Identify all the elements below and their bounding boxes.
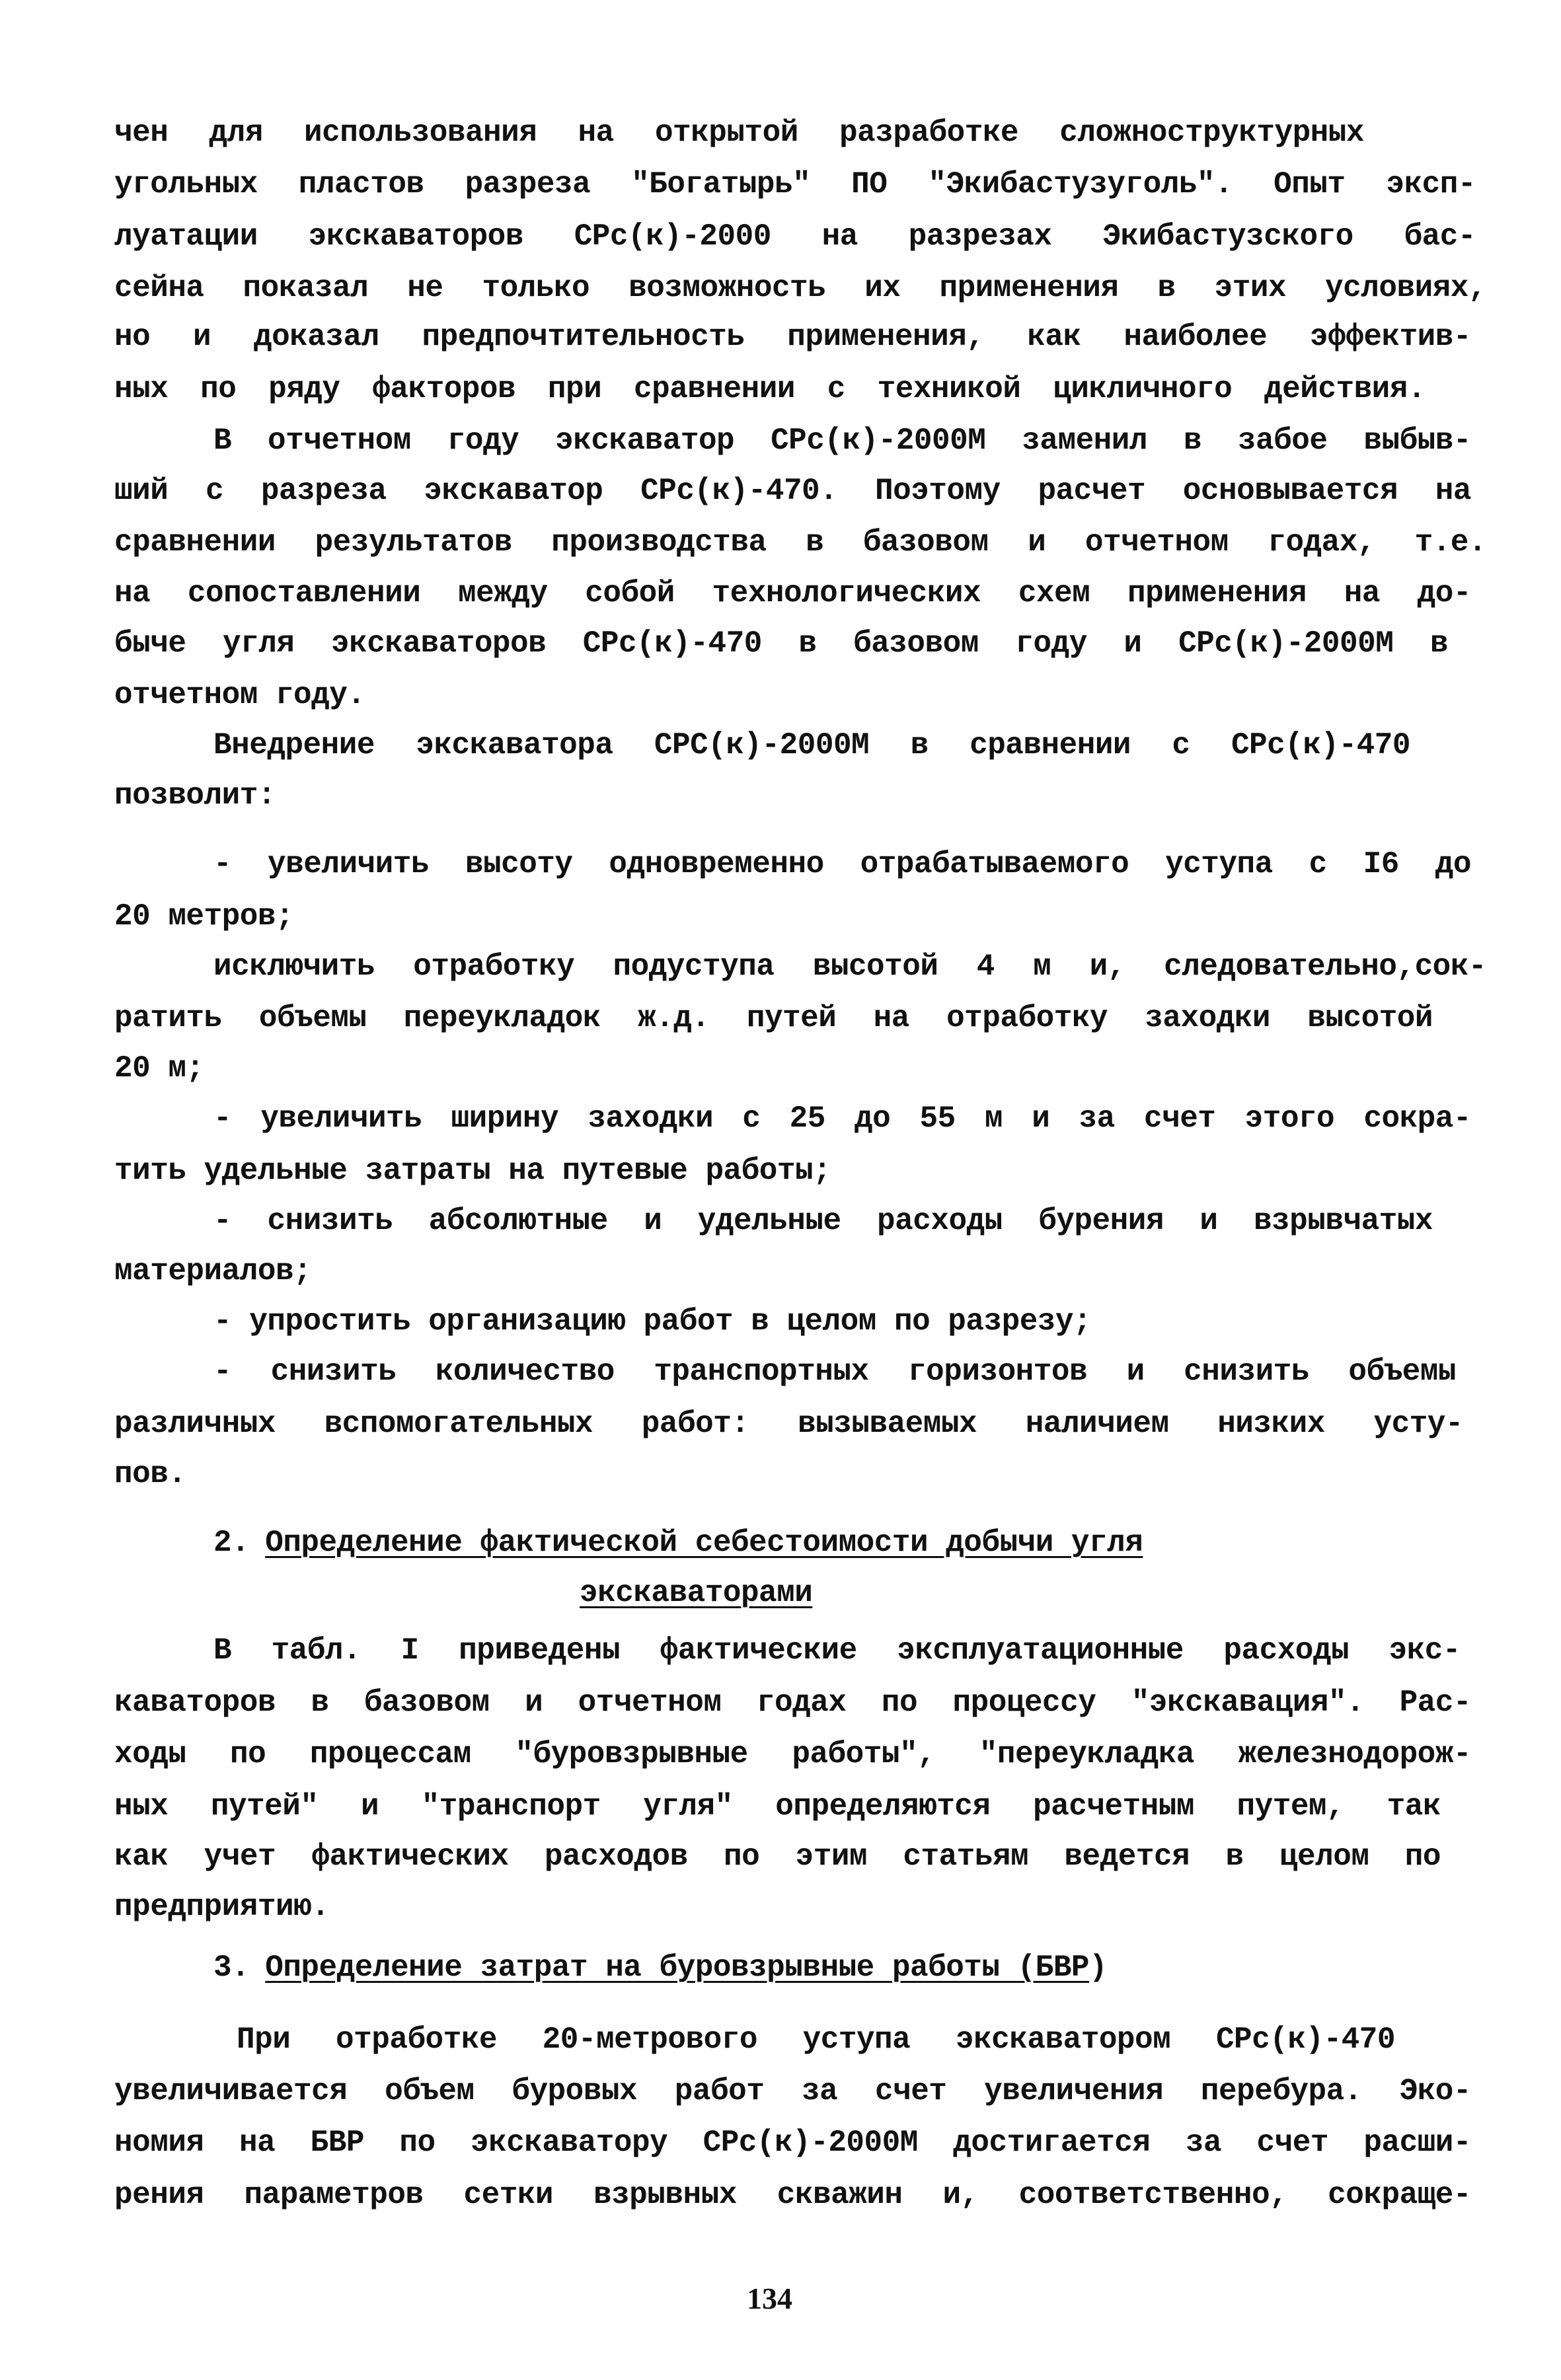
text-line: отчетном году. bbox=[114, 678, 365, 712]
text-line: При отработке 20-метрового уступа экскаватором СРс(к)-470 bbox=[237, 2023, 1395, 2057]
text-line: чен для использования на открытой разработке сложноструктурных bbox=[114, 116, 1364, 150]
page-number: 134 bbox=[747, 2282, 792, 2315]
text-line: - увеличить ширину заходки с 25 до 55 м и за счет этого сокра- bbox=[213, 1101, 1471, 1136]
section-heading bbox=[580, 1573, 812, 1613]
text-line: как учет фактических расходов по этим статьям ведется в целом по bbox=[114, 1840, 1441, 1874]
section-heading bbox=[213, 1948, 1107, 1988]
text-line: угольных пластов разреза "Богатырь" ПО "Экибастузуголь". Опыт эксп- bbox=[114, 167, 1476, 202]
text-line: 20 метров; bbox=[114, 899, 294, 934]
text-line: позволит: bbox=[114, 778, 276, 813]
text-line: 20 м; bbox=[114, 1051, 204, 1086]
section-title: Определение фактической себестоимости добычи угля bbox=[265, 1526, 1143, 1560]
text-line: рения параметров сетки взрывных скважин и, соответственно, сокраще- bbox=[114, 2178, 1471, 2212]
text-line: пов. bbox=[114, 1457, 186, 1491]
text-line: исключить отработку подуступа высотой 4 м и, следовательно,сок- bbox=[213, 949, 1486, 984]
text-line: номия на БВР по экскаватору СРс(к)-2000М достигается за счет расши- bbox=[114, 2126, 1471, 2160]
section-number: 2. bbox=[213, 1526, 250, 1560]
text-line: В табл. I приведены фактические эксплуатационные расходы экс- bbox=[213, 1633, 1461, 1668]
text-line: каваторов в базовом и отчетном годах по процессу "экскавация". Рас- bbox=[114, 1686, 1471, 1720]
text-line: тить удельные затраты на путевые работы; bbox=[114, 1154, 831, 1188]
text-line: материалов; bbox=[114, 1254, 312, 1288]
text-line: ходы по процессам "буровзрывные работы", "переукладка железнодорож- bbox=[114, 1737, 1471, 1771]
text-line: ных путей" и "транспорт угля" определяются расчетным путем, так bbox=[114, 1789, 1441, 1824]
text-line: сравнении результатов производства в базовом и отчетном годах, т.е. bbox=[114, 525, 1486, 560]
text-line: - увеличить высоту одновременно отрабатываемого уступа с I6 до bbox=[213, 847, 1471, 881]
section-heading bbox=[213, 1523, 1143, 1563]
text-line: - снизить количество транспортных горизонтов и снизить объемы bbox=[213, 1355, 1456, 1389]
section-title-suffix: ) bbox=[1089, 1951, 1108, 1985]
text-line: ных по ряду факторов при сравнении с техникой цикличного действия. bbox=[114, 372, 1426, 406]
section-title: экскаваторами bbox=[580, 1576, 813, 1610]
text-line: на сопоставлении между собой технологических схем применения на до- bbox=[114, 576, 1471, 611]
text-line: увеличивается объем буровых работ за счет увеличения перебура. Эко- bbox=[114, 2074, 1471, 2108]
text-line: Внедрение экскаватора СРС(к)-2000М в сравнении с СРс(к)-470 bbox=[213, 728, 1410, 762]
text-line: различных вспомогательных работ: вызываемых наличием низких усту- bbox=[114, 1407, 1463, 1441]
text-line: но и доказал предпочтительность применения, как наиболее эффектив- bbox=[114, 320, 1471, 354]
text-line: сейна показал не только возможность их применения в этих условиях, bbox=[114, 271, 1486, 305]
text-line: предприятию. bbox=[114, 1890, 330, 1924]
text-line: ший с разреза экскаватор СРс(к)-470. Поэтому расчет основывается на bbox=[114, 474, 1471, 508]
text-line: быче угля экскаваторов СРс(к)-470 в базовом году и СРс(к)-2000М в bbox=[114, 626, 1448, 661]
text-line: - снизить абсолютные и удельные расходы бурения и взрывчатых bbox=[213, 1204, 1433, 1238]
text-line: луатации экскаваторов СРс(к)-2000 на разрезах Экибастузского бас- bbox=[114, 219, 1476, 254]
text-line: В отчетном году экскаватор СРс(к)-2000М заменил в забое выбыв- bbox=[213, 424, 1471, 458]
section-number: 3. bbox=[213, 1951, 250, 1985]
text-line: - упростить организацию работ в целом по разрезу; bbox=[213, 1304, 1092, 1339]
text-line: ратить объемы переукладок ж.д. путей на отработку заходки высотой bbox=[114, 1001, 1433, 1035]
section-title: Определение затрат на буровзрывные работы (БВР bbox=[265, 1951, 1090, 1985]
